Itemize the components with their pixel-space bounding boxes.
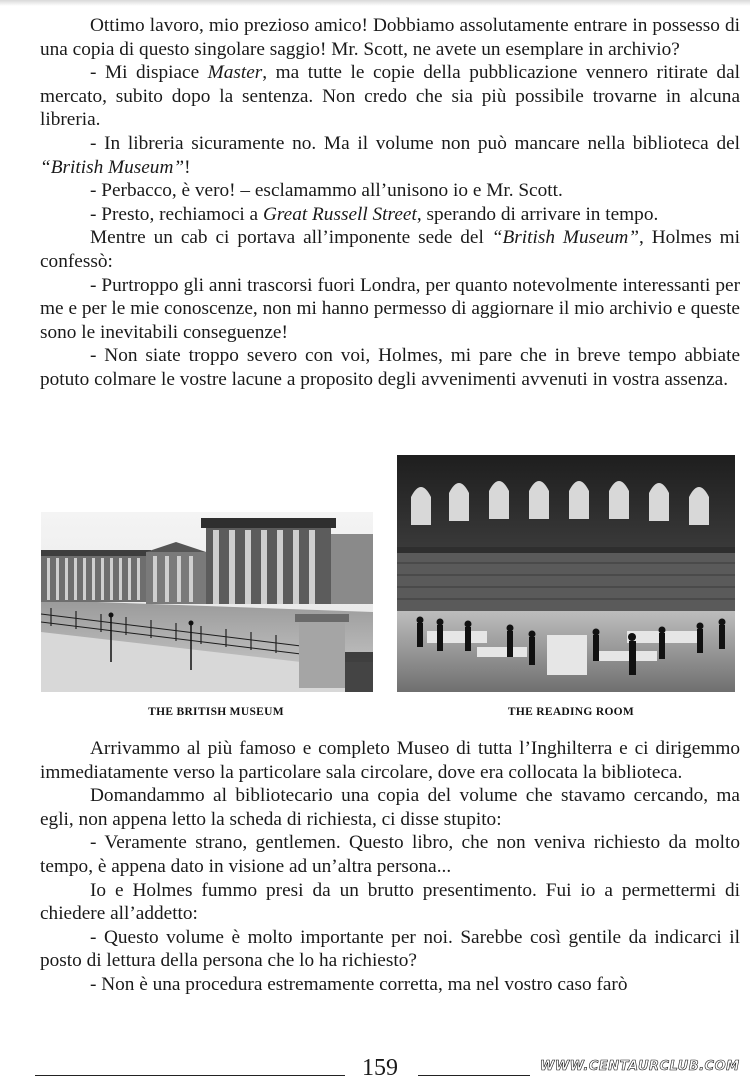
text-run: - Presto, rechiamoci a <box>90 203 263 225</box>
italic-text: Master <box>207 62 263 84</box>
paragraph <box>40 737 740 784</box>
text-run: - Veramente strano, gentlemen. Questo libro, che non veniva richiesto da molto tempo, è appena dato in visione ad un’altra persona... <box>40 832 740 877</box>
paragraph <box>40 132 740 179</box>
caption-reading-room: THE READING ROOM <box>507 706 635 718</box>
paragraph <box>40 203 740 227</box>
text-run: - Mi dispiace <box>90 62 208 84</box>
text-run: , sperando di arrivare in tempo. <box>416 203 659 225</box>
text-run: , Holmes mi confessò: <box>40 227 740 272</box>
italic-text: “British Museum” <box>40 156 185 178</box>
paragraph <box>40 14 740 61</box>
text-run: , ma tutte le copie della pubblicazione vennero ritirate dal mercato, subito dopo la sentenza. Non credo che sia più possibile trovarne in alcuna libreria. <box>40 62 740 131</box>
text-run: ! <box>184 156 191 178</box>
italic-text: Great Russell Street <box>262 203 417 225</box>
text-run: - Perbacco, è vero! – esclamammo all’unisono io e Mr. Scott. <box>90 180 563 202</box>
top-edge-shadow <box>0 0 750 6</box>
text-run: - In libreria sicuramente no. Ma il volume non può mancare nella biblioteca del <box>90 132 740 154</box>
site-watermark: WWW.CENTAURCLUB.COM <box>540 1059 740 1074</box>
page-number: 159 <box>362 1055 398 1081</box>
reading-room-illustration <box>397 455 735 692</box>
text-run: - Questo volume è molto importante per noi. Sarebbe così gentile da indicarci il posto di lettura della persona che lo ha richiesto? <box>40 926 740 972</box>
paragraph <box>40 831 740 878</box>
paragraph <box>40 344 740 391</box>
text-run: Io e Holmes fummo presi da un brutto presentimento. Fui io a permettermi di chiedere all’addetto: <box>40 879 740 925</box>
british-museum-photo <box>41 512 373 692</box>
paragraph <box>40 226 740 273</box>
text-run: - Non siate troppo severo con voi, Holmes, mi pare che in breve tempo abbiate potuto colmare le vostre lacune a proposito degli avvenimenti avvenuti in vostra assenza. <box>40 345 740 390</box>
british-museum-illustration <box>41 512 373 692</box>
text-block-bottom <box>40 737 740 997</box>
text-run: Domandammo al bibliotecario una copia del volume che stavamo cercando, ma egli, non appena letto la scheda di richiesta, ci disse stupito: <box>40 785 740 830</box>
paragraph <box>40 784 740 831</box>
footer-rule-left <box>35 1075 345 1076</box>
text-run: - Purtroppo gli anni trascorsi fuori Londra, per quanto notevolmente interessanti per me e per le mie conoscenze, non mi hanno permesso di aggiornare il mio archivio e queste sono le inevitabili conseguenze! <box>40 274 740 343</box>
footer-rule-right <box>418 1075 530 1076</box>
paragraph <box>40 61 740 132</box>
paragraph <box>40 879 740 926</box>
text-run: Ottimo lavoro, mio prezioso amico! Dobbiamo assolutamente entrare in possesso di una copia di questo singolare saggio! Mr. Scott, ne avete un esemplare in archivio? <box>40 15 740 60</box>
text-run: - Non è una procedura estremamente corretta, ma nel vostro caso farò <box>90 973 628 995</box>
text-run: Arrivammo al più famoso e completo Museo di tutta l’Inghilterra e ci dirigemmo immediatamente verso la particolare sala circolare, dove era collocata la biblioteca. <box>40 738 740 783</box>
caption-british-museum: THE BRITISH MUSEUM <box>148 706 284 718</box>
italic-text: “British Museum” <box>491 227 639 249</box>
paragraph <box>40 179 740 203</box>
paragraph <box>40 926 740 973</box>
text-block-top <box>40 14 740 392</box>
text-run: Mentre un cab ci portava all’imponente sede del <box>90 227 492 249</box>
paragraph <box>40 973 740 997</box>
reading-room-photo <box>397 455 735 692</box>
paragraph <box>40 274 740 345</box>
